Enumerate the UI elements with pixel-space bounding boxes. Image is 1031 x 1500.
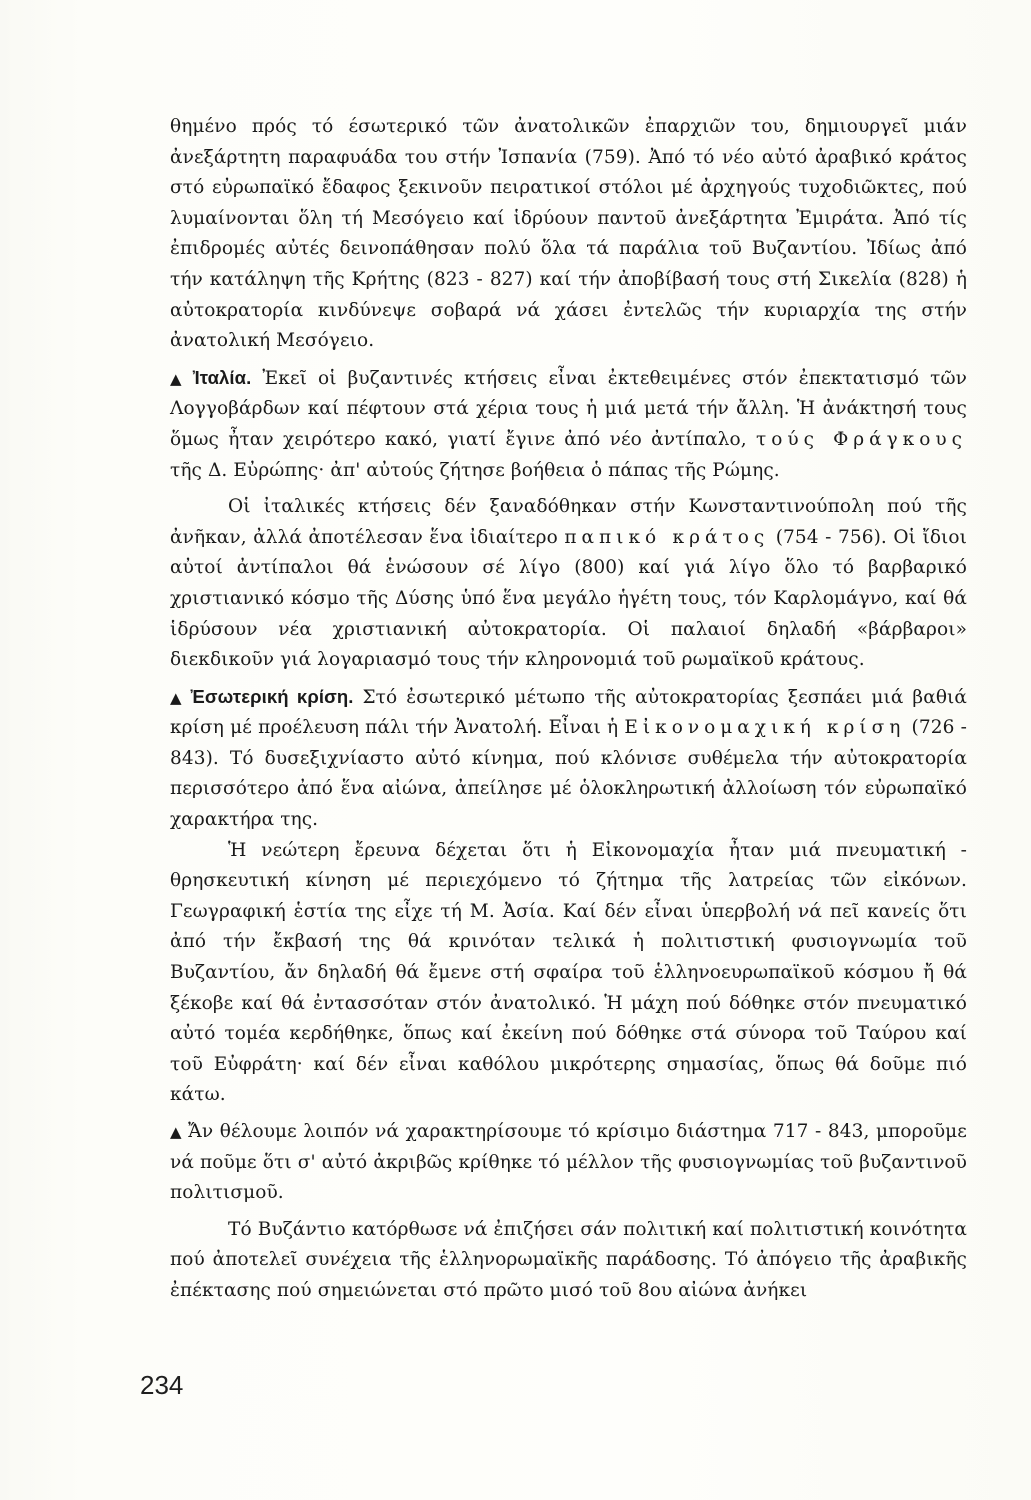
paragraph-text: τῆς Δ. Εὐρώπης· ἀπ' αὐτούς ζήτησε βοήθεια ὁ πάπας τῆς Ρώμης. [170, 459, 780, 481]
paragraph-byzantium-survival [170, 1215, 967, 1307]
paragraph-text: Οἱ ἰταλικές κτήσεις δέν ξαναδόθηκαν στήν Κωνσταντινούπολη πού τῆς ἀνῆκαν, ἀλλά ἀποτέλεσαν ἕνα ἰδιαίτερο [170, 496, 967, 548]
paragraph-text: Τό Βυζάντιο κατόρθωσε νά ἐπιζήσει σάν πολιτική καί πολιτιστική κοινότητα πού ἀποτελεῖ συνέχεια τῆς ἑλληνορωμαϊκῆς παράδοσης. Τό ἀπόγειο τῆς ἀραβικῆς ἐπέκτασης πού σημειώνεται στό πρῶτο μισό τοῦ 8ου αἰώνα ἀνήκει [170, 1218, 967, 1301]
paragraph-iconoclasm-research [170, 836, 967, 1111]
paragraph-critical-period [170, 1117, 967, 1209]
section-heading-internal-crisis: Ἐσωτερική κρίση. [190, 685, 354, 707]
triangle-bullet-icon: ▲ [170, 369, 187, 388]
paragraph-italy [170, 363, 967, 486]
paragraph-text: (726 - 843). Τό δυσεξιχνίαστο αὐτό κίνημα, πού κλόνισε συθέμελα τήν αὐτοκρατορία περισσότερο ἀπό ἕνα αἰώνα, ἀπείλησε μέ ὁλοκληρωτική ἀλλοίωση τόν εὐρωπαϊκό χαρακτήρα της. [170, 717, 967, 831]
paragraph-internal-crisis [170, 682, 967, 836]
section-heading-italy: Ἰταλία. [192, 366, 252, 388]
paragraph-text: Ἡ νεώτερη ἔρευνα δέχεται ὅτι ἡ Εἰκονομαχία ἦταν μιά πνευματική - θρησκευτική κίνηση μέ περιεχόμενο τό ζήτημα τῆς λατρείας τῶν εἰκόνων. Γεωγραφική ἑστία της εἶχε τή Μ. Ἀσία. Καί δέν εἶναι ὑπερβολή νά πεῖ κανείς ὅτι ἀπό τήν ἔκβασή της θά κρινόταν τελικά ἡ πολιτιστική φυσιογνωμία τοῦ Βυζαντίου, ἄν δηλαδή θά ἔμενε στή σφαίρα τοῦ ἑλληνοευρωπαϊκοῦ κόσμου ἤ θά ξέκοβε καί θά ἐντασσόταν στόν ἀνατολικό. Ἡ μάχη πού δόθηκε στόν πνευματικό αὐτό τομέα κερδήθηκε, ὅπως καί ἐκείνη πού δόθηκε στά σύνορα τοῦ Ταύρου καί τοῦ Εὐφράτη· καί δέν εἶναι καθόλου μικρότερης σημασίας, ὅπως θά δοῦμε πιό κάτω. [170, 839, 967, 1106]
paragraph-text: θημένο πρός τό έσωτερικό τῶν ἀνατολικῶν ἐπαρχιῶν του, δημιουργεῖ μιάν ἀνεξάρτητη παραφυάδα του στήν Ἰσπανία (759). Ἀπό τό νέο αὐτό ἀραβικό κράτος στό εὐρωπαϊκό ἔδαφος ξεκινοῦν πειρατικοί στόλοι μέ ἀρχηγούς τυχοδιῶκτες, πού λυμαίνονται ὅλη τή Μεσόγειο καί ἱδρύουν παντοῦ ἀνεξάρτητα Ἐμιράτα. Ἀπό τίς ἐπιδρομές αὐτές δεινοπάθησαν πολύ ὅλα τά παράλια τοῦ Βυζαντίου. Ἰδίως ἀπό τήν κατάληψη τῆς Κρήτης (823 - 827) καί τήν ἀποβίβασή τους στή Σικελία (828) ἡ αὐτοκρατορία κινδύνεψε σοβαρά νά χάσει ἐντελῶς τήν κυριαρχία της στήν ἀνατολική Μεσόγειο. [170, 116, 967, 352]
paragraph-text: Ἐκεῖ οἱ βυζαντινές κτήσεις εἶναι ἐκτεθειμένες στόν ἐπεκτατισμό τῶν Λογγοβάρδων καί πέφτουν στά χέρια τους ἡ μιά μετά τήν ἄλλη. Ἡ ἀνάκτησή τους ὅμως ἦταν χειρότερο κακό, γιατί ἔγινε ἀπό νέο ἀντίπαλο, [170, 367, 968, 450]
emphasis-papal-state: παπικό κράτος [564, 526, 770, 548]
emphasis-iconoclasm: Εἰκονομαχική κρίση [624, 717, 906, 739]
paragraph-text: (754 - 756). Οἱ ἴδιοι αὐτοί ἀντίπαλοι θά ἑνώσουν σέ λίγο (800) καί γιά λίγο ὅλο τό βαρβαρικό χριστιανικό κόσμο τῆς Δύσης ὑπό ἕνα μεγάλο ἡγέτη τους, τόν Καρλομάγνο, καί θά ἱδρύσουν νέα χριστιανική αὐτοκρατορία. Οἱ παλαιοί δηλαδή «βάρβαροι» διεκδικοῦν γιά λογαριασμό τους τήν κληρονομιά τοῦ ρωμαϊκοῦ κράτους. [170, 526, 968, 671]
paragraph-arab-states [170, 112, 967, 357]
emphasis-franks: τούς Φράγκους [755, 428, 967, 450]
paragraph-text: Στό ἐσωτερικό μέτωπο τῆς αὐτοκρατορίας ξεσπάει μιά βαθιά κρίση μέ προέλευση πάλι τήν Ἀνατολή. Εἶναι ἡ [170, 686, 968, 739]
body-text [170, 112, 967, 1307]
triangle-bullet-icon: ▲ [170, 1123, 183, 1141]
triangle-bullet-icon: ▲ [170, 688, 185, 707]
paragraph-papal-state [170, 492, 967, 676]
page-number: 234 [140, 1370, 184, 1400]
paragraph-text: Ἄν θέλουμε λοιπόν νά χαρακτηρίσουμε τό κρίσιμο διάστημα 717 - 843, μποροῦμε νά ποῦμε ὅτι σ' αὐτό ἀκριβῶς κρίθηκε τό μέλλον τῆς φυσιογνωμίας τοῦ βυζαντινοῦ πολιτισμοῦ. [170, 1121, 967, 1204]
